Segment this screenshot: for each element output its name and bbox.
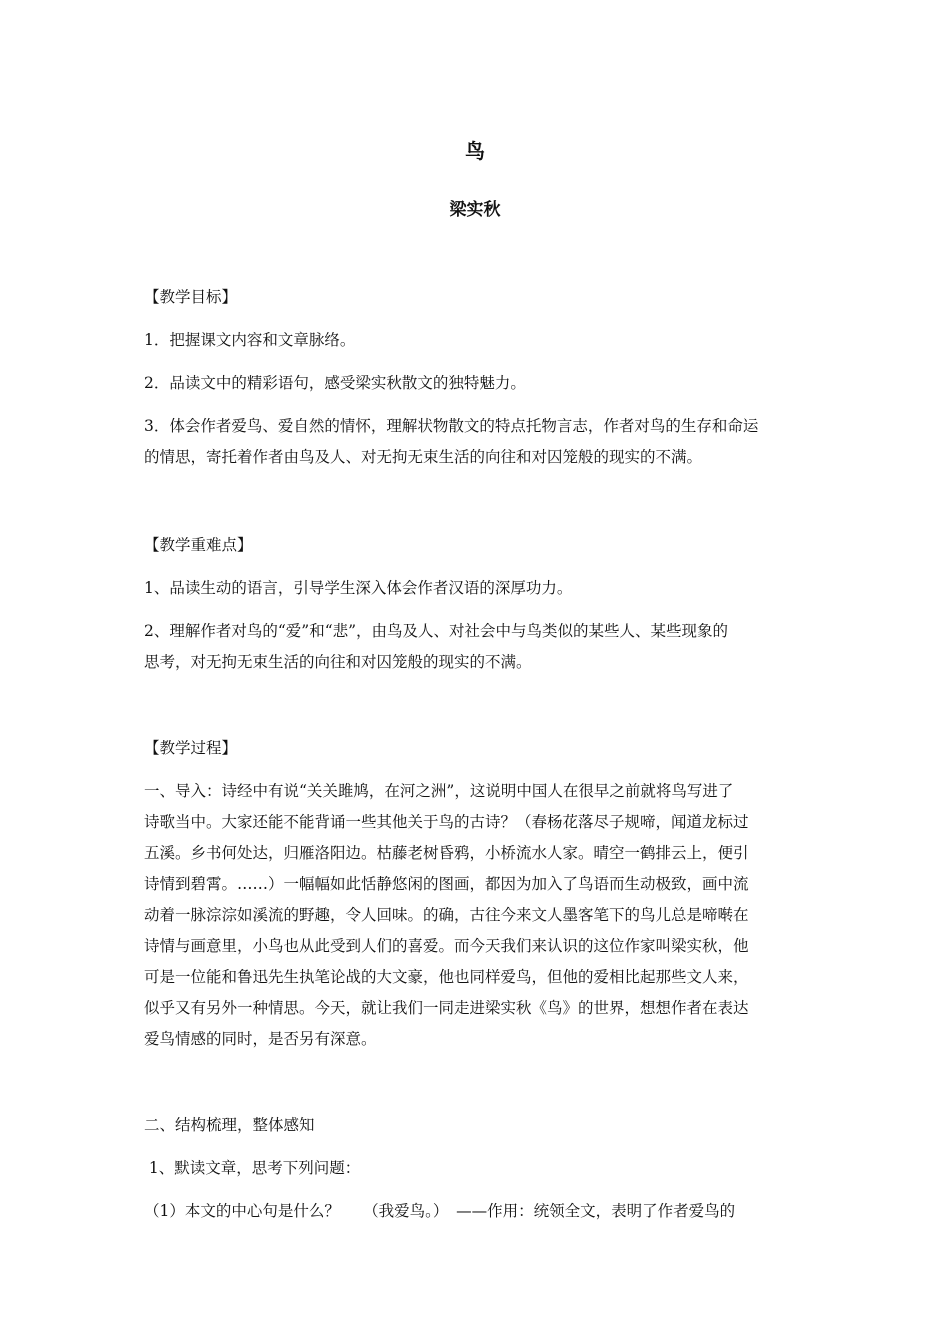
intro-paragraph-line: 五溪。乡书何处达，归雁洛阳边。枯藤老树昏鸦，小桥流水人家。晴空一鹤排云上，便引 bbox=[144, 844, 749, 862]
section-heading-process: 【教学过程】 bbox=[144, 739, 238, 757]
key-point-1: 1、品读生动的语言，引导学生深入体会作者汉语的深厚功力。 bbox=[144, 579, 573, 597]
section-heading-key-points: 【教学重难点】 bbox=[144, 536, 253, 554]
document-author: 梁实秋 bbox=[449, 200, 501, 220]
intro-paragraph-line: 可是一位能和鲁迅先生执笔论战的大文豪，他也同样爱鸟，但他的爱相比起那些文人来， bbox=[144, 968, 749, 986]
document-title: 鸟 bbox=[465, 139, 485, 163]
question-1: （1）本文的中心句是什么？ （我爱鸟。） ——作用：统领全文，表明了作者爱鸟的 bbox=[144, 1202, 736, 1220]
goal-item-1: 1．把握课文内容和文章脉络。 bbox=[144, 331, 356, 349]
question-intro: 1、默读文章，思考下列问题： bbox=[144, 1159, 361, 1177]
intro-paragraph-line: 爱鸟情感的同时，是否另有深意。 bbox=[144, 1030, 377, 1048]
intro-paragraph-line: 动着一脉淙淙如溪流的野趣，令人回味。的确，古往今来文人墨客笔下的鸟儿总是啼啭在 bbox=[144, 906, 749, 924]
key-point-2-line-2: 思考，对无拘无束生活的向往和对囚笼般的现实的不满。 bbox=[144, 653, 532, 671]
goal-item-3-line-2: 的情思，寄托着作者由鸟及人、对无拘无束生活的向往和对囚笼般的现实的不满。 bbox=[144, 448, 703, 466]
goal-item-3-line-1: 3．体会作者爱鸟、爱自然的情怀，理解状物散文的特点托物言志，作者对鸟的生存和命运 bbox=[144, 417, 759, 435]
goal-item-2: 2．品读文中的精彩语句，感受梁实秋散文的独特魅力。 bbox=[144, 374, 526, 392]
key-point-2-line-1: 2、理解作者对鸟的“爱”和“悲”，由鸟及人、对社会中与鸟类似的某些人、某些现象的 bbox=[144, 622, 729, 640]
intro-paragraph-line: 一、导入：诗经中有说“关关雎鸠，在河之洲”，这说明中国人在很早之前就将鸟写进了 bbox=[144, 782, 734, 800]
intro-paragraph-line: 诗情到碧霄。……）一幅幅如此恬静悠闲的图画，都因为加入了鸟语而生动极致，画中流 bbox=[144, 875, 749, 893]
intro-paragraph-line: 似乎又有另外一种情思。今天，就让我们一同走进梁实秋《鸟》的世界，想想作者在表达 bbox=[144, 999, 749, 1017]
intro-paragraph-line: 诗情与画意里，小鸟也从此受到人们的喜爱。而今天我们来认识的这位作家叫梁实秋，他 bbox=[144, 937, 749, 955]
intro-paragraph-line: 诗歌当中。大家还能不能背诵一些其他关于鸟的古诗？（春杨花落尽子规啼，闻道龙标过 bbox=[144, 813, 749, 831]
part-2-heading: 二、结构梳理，整体感知 bbox=[144, 1116, 315, 1134]
section-heading-goals: 【教学目标】 bbox=[144, 288, 238, 306]
